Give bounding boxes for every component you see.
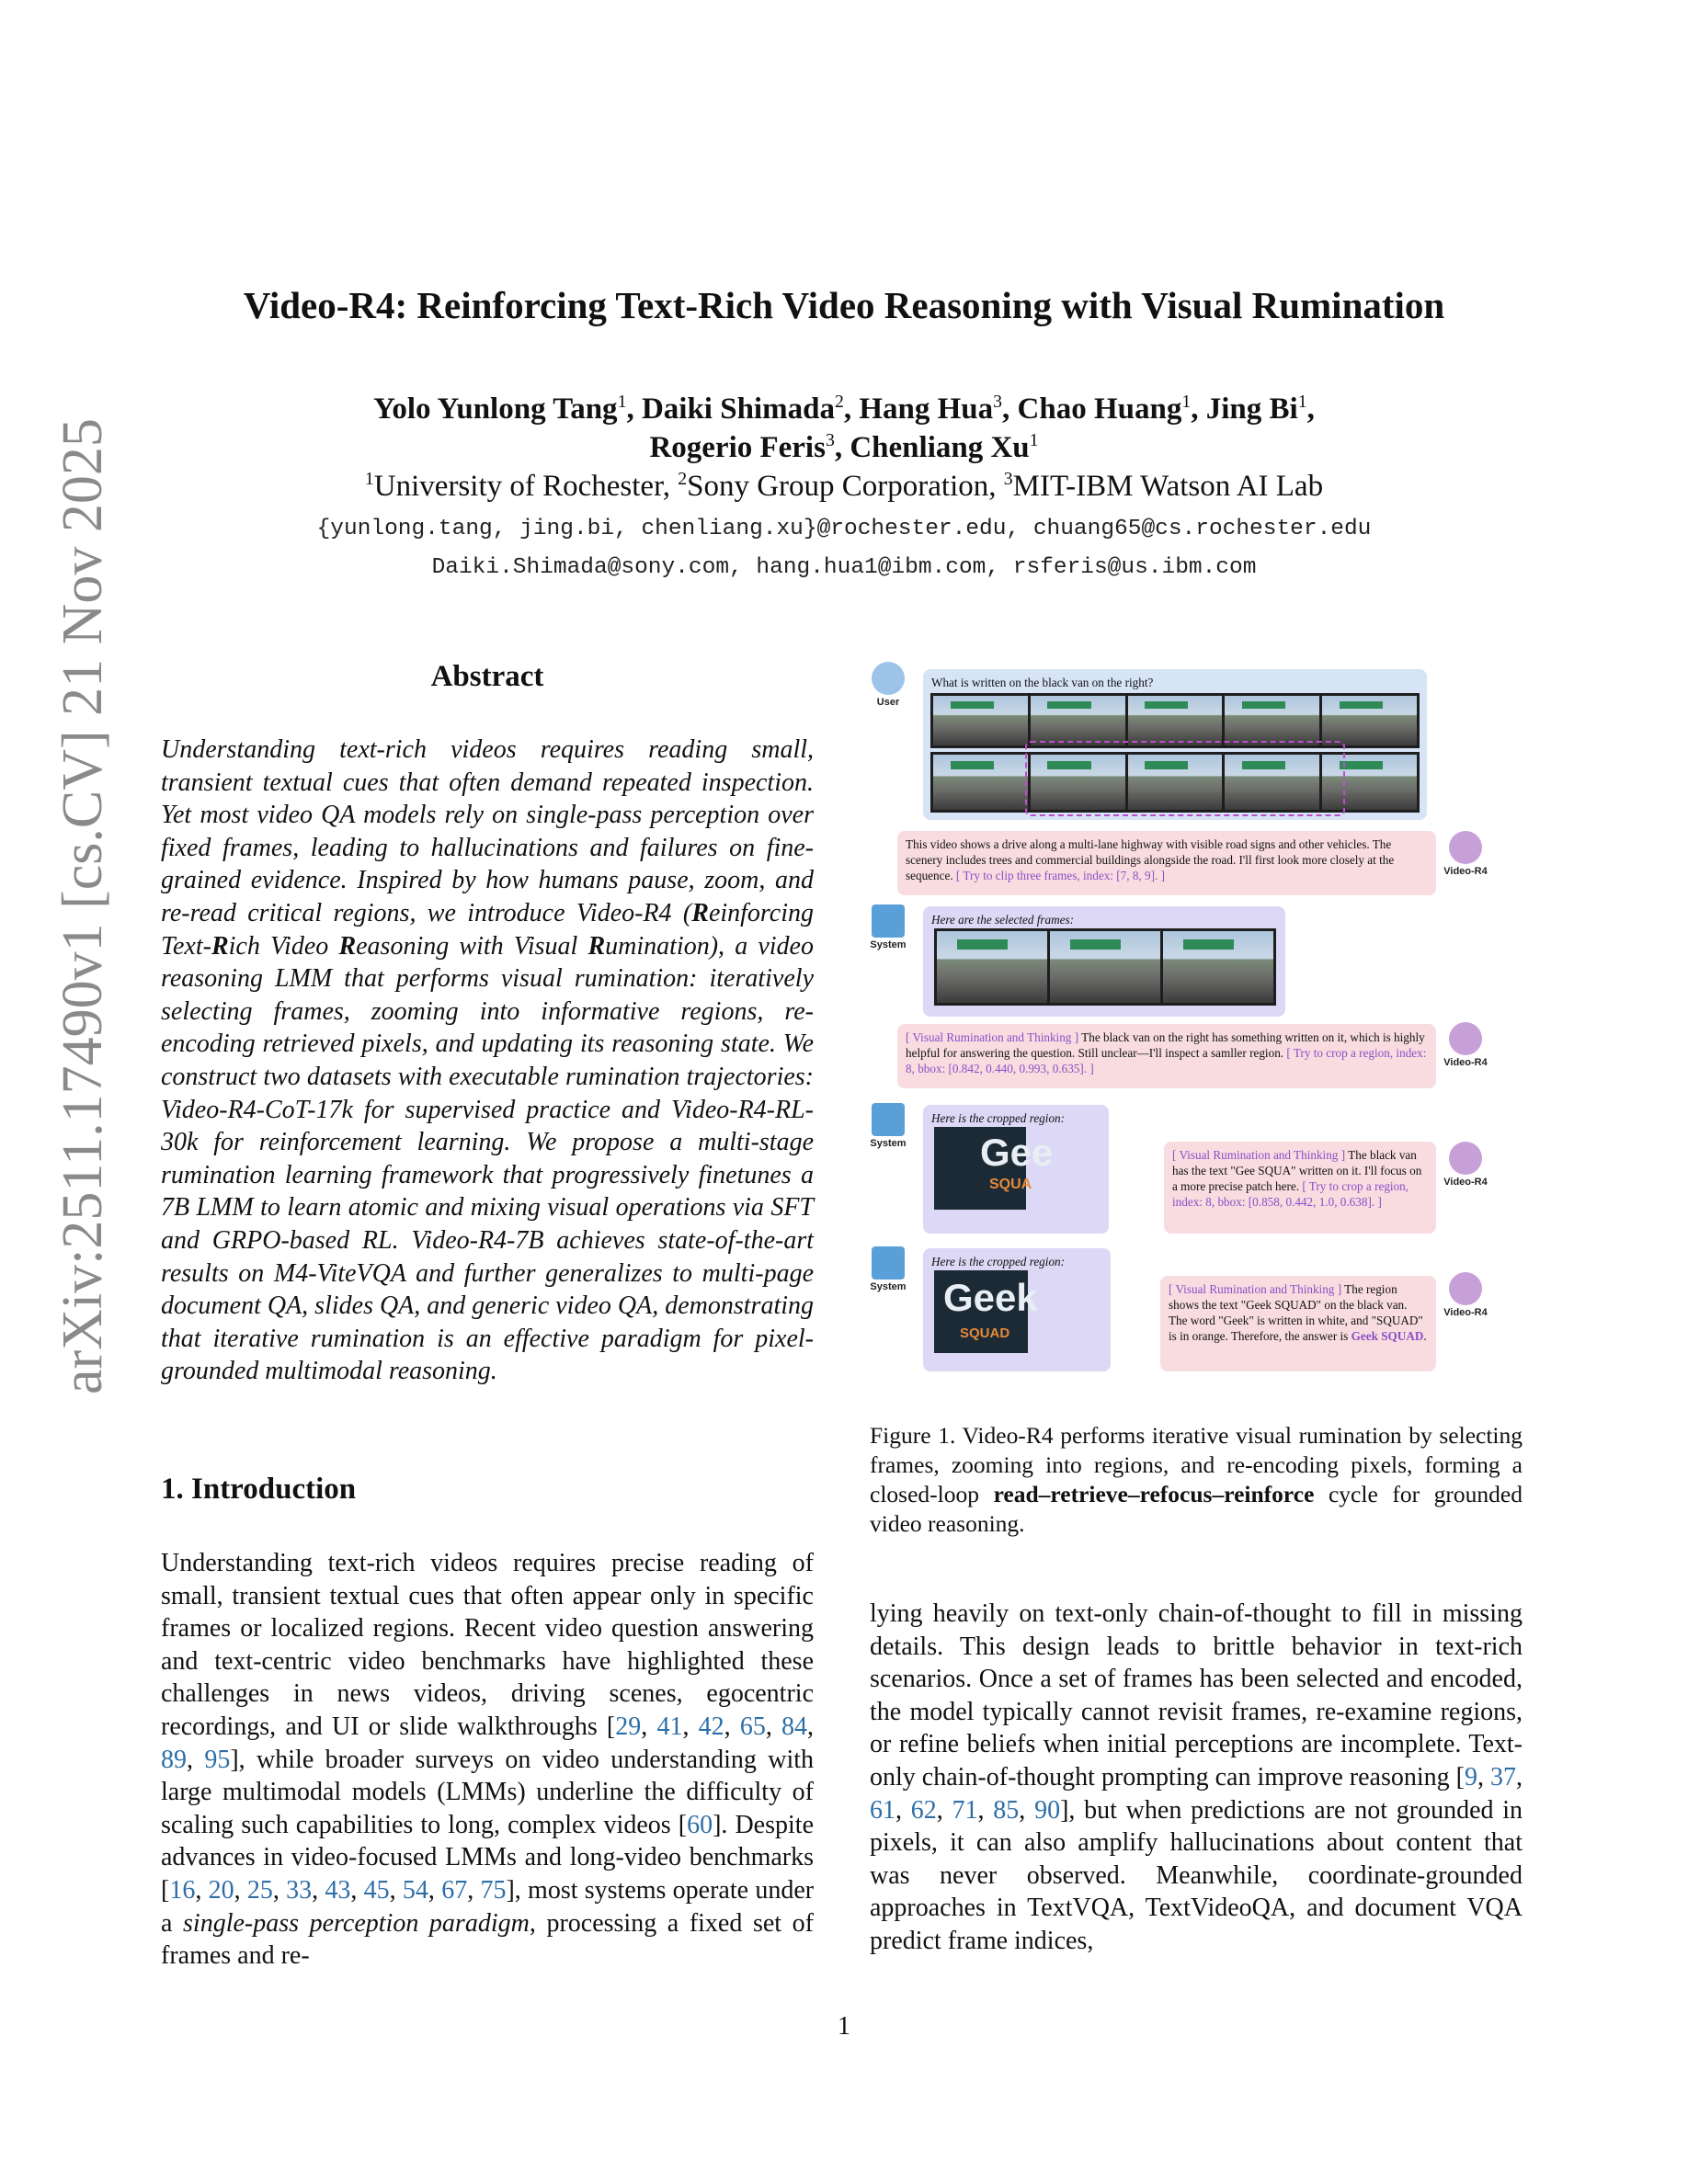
system-label: System xyxy=(870,1281,907,1292)
email-line-2: Daiki.Shimada@sony.com, hang.hua1@ibm.com, rsferis@us.ibm.com xyxy=(431,555,1257,580)
email-line-1: {yunlong.tang, jing.bi, chenliang.xu}@rochester.edu, chuang65@cs.rochester.edu xyxy=(316,517,1372,541)
author-name: Yolo Yunlong Tang xyxy=(373,392,618,426)
cropped-region-1: Gee SQUA xyxy=(934,1127,1026,1210)
video-frame xyxy=(1225,696,1319,745)
citation-link[interactable]: 62 xyxy=(910,1795,937,1825)
system-monitor-icon xyxy=(872,1103,905,1136)
citation-link[interactable]: 41 xyxy=(656,1712,683,1741)
cropped-region-2: Geek SQUAD xyxy=(934,1270,1028,1353)
model-label: Video-R4 xyxy=(1443,1057,1488,1068)
video-frame xyxy=(1031,696,1125,745)
video-frame xyxy=(933,755,1028,810)
user-question: What is written on the black van on the right? xyxy=(931,676,1154,689)
user-label: User xyxy=(876,697,900,708)
model-label: Video-R4 xyxy=(1443,866,1488,877)
intro-paragraph-left: Understanding text-rich videos requires precise reading of small, transient textual cues that often appear only in specific frames or localized regions. Recent video question answering and text-centric video benchmarks have highlighted these challenges in news videos, driving scenes, egocentric recordings, and UI or slide walkthroughs [29, 41, 42, 65, 84, 89, 95], while broader surveys on video understanding with large multimodal models (LMMs) underline the difficulty of scaling such capabilities to long, complex videos [60]. Despite advances in video-focused LMMs and long-video benchmarks [16, 20, 25, 33, 43, 45, 54, 67, 75], most systems operate under a single-pass perception paradigm, processing a fixed set of frames and re- xyxy=(161,1549,815,1971)
citation-link[interactable]: 33 xyxy=(286,1875,313,1905)
citation-link[interactable]: 43 xyxy=(325,1875,351,1905)
selection-highlight xyxy=(1025,741,1345,816)
model-response-4: [ Visual Rumination and Thinking ] The region shows the text "Geek SQUAD" on the black van. The word "Geek" is written in white, and "SQUAD" is in orange. Therefore, the answer is Geek SQUAD. xyxy=(1160,1276,1436,1371)
citation-link[interactable]: 95 xyxy=(204,1745,231,1774)
author-name: Jing Bi xyxy=(1205,392,1298,426)
author-line-1: Yolo Yunlong Tang$^1$, Daiki Shimada$^2$, Hang Hua$^3$, Chao Huang$^1$, Jing Bi$^1$, xyxy=(373,392,1315,426)
abstract-body: Understanding text-rich videos requires reading small, transient textual cues that often demand repeated inspection. Yet most video QA models rely on single-pass perception over fixed frames, leading to hallucinations and failures on fine-grained evidence. Inspired by how humans pause, zoom, and re-read critical regions, we introduce Video-R4 (Reinforcing Text-Rich Video Reasoning with Visual Rumination), a video reasoning LMM that performs visual rumination: iteratively selecting frames, zooming into informative regions, re-encoding retrieved pixels, and updating its reasoning state. We construct two datasets with executable rumination trajectories: Video-R4-CoT-17k for supervised practice and Video-R4-RL-30k for reinforcement learning. We propose a multi-stage rumination learning framework that progressively finetunes a 7B LMM to learn atomic and mixing visual operations via SFT and GRPO-based RL. Video-R4-7B achieves state-of-the-art results on M4-ViteVQA and further generalizes to multi-page document QA, slides QA, and generic video QA, demonstrating that iterative rumination is an effective paradigm for pixel-grounded multimodal reasoning. xyxy=(161,735,814,1386)
page-number: 1 xyxy=(838,2012,850,2041)
citation-link[interactable]: 75 xyxy=(480,1875,507,1905)
video-r4-avatar-icon xyxy=(1449,1142,1482,1175)
figure-1 xyxy=(864,660,1526,1395)
citation-link[interactable]: 42 xyxy=(698,1712,724,1741)
author-name: Rogerio Feris xyxy=(649,431,826,464)
selected-frames-strip xyxy=(934,928,1276,1006)
citation-link[interactable]: 45 xyxy=(363,1875,390,1905)
video-r4-avatar-icon xyxy=(1449,1272,1482,1305)
citation-link[interactable]: 71 xyxy=(952,1795,978,1825)
final-answer: Geek SQUAD xyxy=(1351,1329,1424,1343)
video-frame xyxy=(937,931,1047,1003)
model-response-2: [ Visual Rumination and Thinking ] The black van on the right has something written on it, which is highly helpful for answering the question. Still unclear—I'll inspect a samller region. [ Try to crop a region, index: 8, bbox: [0.842, 0.440, 0.993, 0.635]. ] xyxy=(897,1024,1436,1088)
author-line-2: Rogerio Feris$^3$, Chenliang Xu$^1$ xyxy=(649,430,1039,464)
video-frame xyxy=(1050,931,1160,1003)
citation-link[interactable]: 61 xyxy=(870,1795,895,1825)
system-monitor-icon xyxy=(872,904,905,938)
video-frame xyxy=(933,696,1028,745)
author-name: Chao Huang xyxy=(1017,392,1182,426)
user-avatar-icon xyxy=(872,662,905,695)
intro-paragraph-right: lying heavily on text-only chain-of-thought to fill in missing details. This design leads to brittle behavior in text-rich scenarios. Once a set of frames has been selected and encoded, the model typically cannot revisit frames, re-examine regions, or refine beliefs when initial perceptions are incomplete. Text-only chain-of-thought prompting can improve reasoning [9, 37, 61, 62, 71, 85, 90], but when predictions are not grounded in pixels, it can also amplify hallucinations about content that was never observed. Meanwhile, coordinate-grounded approaches in TextVQA, TextVideoQA, and document VQA predict frame indices, xyxy=(870,1599,1523,1955)
citation-link[interactable]: 89 xyxy=(161,1745,187,1774)
model-response-1: This video shows a drive along a multi-lane highway with visible road signs and other vehicles. The scenery includes trees and commercial buildings alongside the road. I'll first look more closely at the sequence. [ Try to clip three frames, index: [7, 8, 9]. ] xyxy=(897,831,1436,895)
author-name: Daiki Shimada xyxy=(641,392,835,426)
video-r4-avatar-icon xyxy=(1449,831,1482,864)
citation-link[interactable]: 65 xyxy=(739,1712,766,1741)
citation-link[interactable]: 29 xyxy=(615,1712,642,1741)
system-label: System xyxy=(870,1138,907,1149)
system-response-1: Here are the selected frames: xyxy=(923,906,1285,1017)
citation-link[interactable]: 67 xyxy=(441,1875,468,1905)
citation-link[interactable]: 54 xyxy=(402,1875,428,1905)
figure-caption: Figure 1. Video-R4 performs iterative visual rumination by selecting frames, zooming into regions, and re-encoding pixels, forming a closed-loop read–retrieve–refocus–reinforce cycle for grounded video reasoning. xyxy=(870,1422,1523,1537)
citation-link[interactable]: 90 xyxy=(1034,1795,1061,1825)
affiliations: $^1$University of Rochester, $^2$Sony Group Corporation, $^3$MIT-IBM Watson AI Lab xyxy=(364,469,1324,503)
citation-link[interactable]: 16 xyxy=(169,1875,196,1905)
abstract-heading: Abstract xyxy=(430,660,544,693)
author-name: Chenliang Xu xyxy=(850,431,1030,464)
citation-link[interactable]: 37 xyxy=(1490,1762,1517,1792)
citation-link[interactable]: 84 xyxy=(781,1712,807,1741)
system-label: System xyxy=(870,939,907,950)
video-frame xyxy=(1128,696,1223,745)
video-r4-avatar-icon xyxy=(1449,1022,1482,1055)
citation-link[interactable]: 20 xyxy=(208,1875,234,1905)
model-label: Video-R4 xyxy=(1443,1177,1488,1188)
citation-link[interactable]: 60 xyxy=(687,1810,713,1839)
system-response-3: Here is the cropped region: xyxy=(923,1248,1111,1371)
video-frame xyxy=(1163,931,1273,1003)
author-name: Hang Hua xyxy=(859,392,994,426)
citation-link[interactable]: 25 xyxy=(246,1875,273,1905)
arxiv-stamp: arXiv:2511.17490v1 [cs.CV] 21 Nov 2025 xyxy=(51,418,114,1394)
intro-heading: 1. Introduction xyxy=(161,1473,357,1506)
citation-link[interactable]: 85 xyxy=(993,1795,1020,1825)
video-frame xyxy=(1322,696,1417,745)
system-response-2: Here is the cropped region: xyxy=(923,1105,1109,1234)
paper-title: Video-R4: Reinforcing Text-Rich Video Reasoning with Visual Rumination xyxy=(243,284,1445,326)
model-response-3: [ Visual Rumination and Thinking ] The black van has the text "Gee SQUA" written on it. I'll focus on a more precise patch here. [ Try to crop a region, index: 8, bbox: [0.858, 0.442, 1.0, 0.638]. ] xyxy=(1164,1142,1436,1234)
frame-strip-top xyxy=(930,693,1420,748)
model-label: Video-R4 xyxy=(1443,1307,1488,1318)
citation-link[interactable]: 9 xyxy=(1465,1762,1477,1792)
system-monitor-icon xyxy=(872,1246,905,1280)
